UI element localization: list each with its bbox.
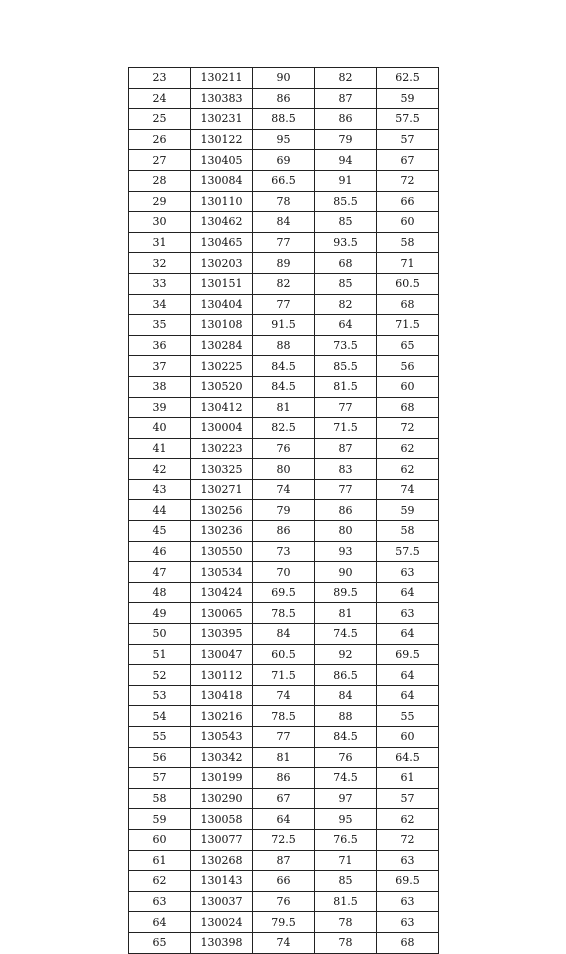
score-3-cell: 61 [377, 768, 439, 789]
score-3-cell: 59 [377, 88, 439, 109]
score-3-cell: 64 [377, 665, 439, 686]
id-cell: 130108 [191, 315, 253, 336]
score-1-cell: 81 [253, 397, 315, 418]
score-2-cell: 87 [315, 88, 377, 109]
table-row [129, 438, 439, 459]
score-3-cell: 60 [377, 376, 439, 397]
row-number-cell: 35 [129, 315, 191, 336]
score-2-cell: 90 [315, 562, 377, 583]
row-number-cell: 57 [129, 768, 191, 789]
score-3-cell: 74 [377, 479, 439, 500]
score-3-cell: 72 [377, 418, 439, 439]
id-cell: 130405 [191, 150, 253, 171]
score-3-cell: 63 [377, 562, 439, 583]
score-3-cell: 68 [377, 294, 439, 315]
table-row [129, 212, 439, 233]
row-number-cell: 25 [129, 109, 191, 130]
score-3-cell: 71.5 [377, 315, 439, 336]
id-cell: 130122 [191, 129, 253, 150]
score-3-cell: 60 [377, 727, 439, 748]
row-number-cell: 51 [129, 644, 191, 665]
table-row [129, 253, 439, 274]
score-2-cell: 93.5 [315, 232, 377, 253]
score-3-cell: 57.5 [377, 109, 439, 130]
score-2-cell: 74.5 [315, 624, 377, 645]
score-3-cell: 62 [377, 438, 439, 459]
score-3-cell: 64 [377, 685, 439, 706]
row-number-cell: 53 [129, 685, 191, 706]
score-3-cell: 66 [377, 191, 439, 212]
score-2-cell: 77 [315, 397, 377, 418]
score-3-cell: 62 [377, 809, 439, 830]
id-cell: 130223 [191, 438, 253, 459]
row-number-cell: 43 [129, 479, 191, 500]
row-number-cell: 64 [129, 912, 191, 933]
score-3-cell: 60.5 [377, 273, 439, 294]
id-cell: 130065 [191, 603, 253, 624]
row-number-cell: 32 [129, 253, 191, 274]
row-number-cell: 34 [129, 294, 191, 315]
score-1-cell: 91.5 [253, 315, 315, 336]
score-1-cell: 74 [253, 932, 315, 953]
score-2-cell: 80 [315, 521, 377, 542]
score-1-cell: 76 [253, 891, 315, 912]
row-number-cell: 23 [129, 68, 191, 89]
table-row [129, 891, 439, 912]
score-2-cell: 84.5 [315, 727, 377, 748]
score-1-cell: 86 [253, 88, 315, 109]
table-row [129, 335, 439, 356]
id-cell: 130268 [191, 850, 253, 871]
id-cell: 130203 [191, 253, 253, 274]
score-3-cell: 62.5 [377, 68, 439, 89]
score-2-cell: 97 [315, 788, 377, 809]
score-3-cell: 59 [377, 500, 439, 521]
row-number-cell: 54 [129, 706, 191, 727]
row-number-cell: 48 [129, 582, 191, 603]
id-cell: 130418 [191, 685, 253, 706]
id-cell: 130550 [191, 541, 253, 562]
score-1-cell: 69 [253, 150, 315, 171]
score-2-cell: 92 [315, 644, 377, 665]
table-row [129, 850, 439, 871]
score-3-cell: 64.5 [377, 747, 439, 768]
score-3-cell: 55 [377, 706, 439, 727]
score-2-cell: 95 [315, 809, 377, 830]
row-number-cell: 38 [129, 376, 191, 397]
table-row [129, 768, 439, 789]
score-1-cell: 86 [253, 768, 315, 789]
id-cell: 130256 [191, 500, 253, 521]
id-cell: 130398 [191, 932, 253, 953]
row-number-cell: 37 [129, 356, 191, 377]
score-1-cell: 88 [253, 335, 315, 356]
row-number-cell: 29 [129, 191, 191, 212]
score-2-cell: 83 [315, 459, 377, 480]
row-number-cell: 33 [129, 273, 191, 294]
score-2-cell: 85 [315, 871, 377, 892]
score-1-cell: 71.5 [253, 665, 315, 686]
table-row [129, 459, 439, 480]
id-cell: 130290 [191, 788, 253, 809]
row-number-cell: 41 [129, 438, 191, 459]
score-2-cell: 73.5 [315, 335, 377, 356]
table-row [129, 541, 439, 562]
table-row [129, 150, 439, 171]
row-number-cell: 39 [129, 397, 191, 418]
row-number-cell: 55 [129, 727, 191, 748]
id-cell: 130534 [191, 562, 253, 583]
score-2-cell: 71 [315, 850, 377, 871]
id-cell: 130077 [191, 829, 253, 850]
id-cell: 130424 [191, 582, 253, 603]
score-2-cell: 76 [315, 747, 377, 768]
id-cell: 130383 [191, 88, 253, 109]
score-2-cell: 86 [315, 500, 377, 521]
score-1-cell: 79.5 [253, 912, 315, 933]
id-cell: 130084 [191, 170, 253, 191]
id-cell: 130151 [191, 273, 253, 294]
table-row [129, 397, 439, 418]
score-table [128, 67, 439, 954]
row-number-cell: 47 [129, 562, 191, 583]
score-3-cell: 63 [377, 603, 439, 624]
score-table-body [129, 68, 439, 954]
row-number-cell: 36 [129, 335, 191, 356]
score-2-cell: 78 [315, 932, 377, 953]
score-2-cell: 82 [315, 68, 377, 89]
score-1-cell: 69.5 [253, 582, 315, 603]
score-2-cell: 87 [315, 438, 377, 459]
row-number-cell: 49 [129, 603, 191, 624]
id-cell: 130004 [191, 418, 253, 439]
score-1-cell: 95 [253, 129, 315, 150]
table-row [129, 376, 439, 397]
id-cell: 130199 [191, 768, 253, 789]
id-cell: 130216 [191, 706, 253, 727]
score-2-cell: 84 [315, 685, 377, 706]
score-1-cell: 79 [253, 500, 315, 521]
row-number-cell: 28 [129, 170, 191, 191]
score-1-cell: 82.5 [253, 418, 315, 439]
score-1-cell: 90 [253, 68, 315, 89]
table-row [129, 418, 439, 439]
row-number-cell: 27 [129, 150, 191, 171]
id-cell: 130284 [191, 335, 253, 356]
score-1-cell: 86 [253, 521, 315, 542]
table-row [129, 315, 439, 336]
score-3-cell: 63 [377, 891, 439, 912]
table-row [129, 294, 439, 315]
score-2-cell: 86 [315, 109, 377, 130]
table-row [129, 727, 439, 748]
score-2-cell: 64 [315, 315, 377, 336]
table-row [129, 603, 439, 624]
score-2-cell: 68 [315, 253, 377, 274]
score-2-cell: 85.5 [315, 191, 377, 212]
id-cell: 130058 [191, 809, 253, 830]
id-cell: 130112 [191, 665, 253, 686]
score-1-cell: 88.5 [253, 109, 315, 130]
score-1-cell: 84 [253, 624, 315, 645]
score-3-cell: 60 [377, 212, 439, 233]
table-row [129, 809, 439, 830]
id-cell: 130342 [191, 747, 253, 768]
score-2-cell: 77 [315, 479, 377, 500]
score-1-cell: 70 [253, 562, 315, 583]
row-number-cell: 62 [129, 871, 191, 892]
row-number-cell: 26 [129, 129, 191, 150]
id-cell: 130047 [191, 644, 253, 665]
score-3-cell: 56 [377, 356, 439, 377]
id-cell: 130465 [191, 232, 253, 253]
id-cell: 130236 [191, 521, 253, 542]
score-1-cell: 60.5 [253, 644, 315, 665]
table-row [129, 829, 439, 850]
score-1-cell: 89 [253, 253, 315, 274]
score-1-cell: 87 [253, 850, 315, 871]
score-3-cell: 63 [377, 850, 439, 871]
id-cell: 130211 [191, 68, 253, 89]
score-2-cell: 86.5 [315, 665, 377, 686]
score-2-cell: 74.5 [315, 768, 377, 789]
score-3-cell: 72 [377, 829, 439, 850]
score-1-cell: 82 [253, 273, 315, 294]
score-2-cell: 81.5 [315, 376, 377, 397]
score-2-cell: 89.5 [315, 582, 377, 603]
table-row [129, 582, 439, 603]
row-number-cell: 24 [129, 88, 191, 109]
id-cell: 130462 [191, 212, 253, 233]
table-row [129, 624, 439, 645]
score-1-cell: 81 [253, 747, 315, 768]
score-2-cell: 82 [315, 294, 377, 315]
score-3-cell: 63 [377, 912, 439, 933]
score-3-cell: 64 [377, 624, 439, 645]
table-row [129, 871, 439, 892]
score-2-cell: 85.5 [315, 356, 377, 377]
score-1-cell: 66 [253, 871, 315, 892]
id-cell: 130325 [191, 459, 253, 480]
score-3-cell: 71 [377, 253, 439, 274]
table-row [129, 170, 439, 191]
score-3-cell: 69.5 [377, 871, 439, 892]
score-1-cell: 84.5 [253, 356, 315, 377]
score-1-cell: 77 [253, 232, 315, 253]
score-3-cell: 68 [377, 397, 439, 418]
score-2-cell: 85 [315, 273, 377, 294]
row-number-cell: 60 [129, 829, 191, 850]
id-cell: 130395 [191, 624, 253, 645]
score-1-cell: 77 [253, 294, 315, 315]
score-1-cell: 64 [253, 809, 315, 830]
row-number-cell: 52 [129, 665, 191, 686]
row-number-cell: 45 [129, 521, 191, 542]
score-3-cell: 62 [377, 459, 439, 480]
table-row [129, 68, 439, 89]
score-1-cell: 74 [253, 479, 315, 500]
score-3-cell: 57 [377, 129, 439, 150]
score-1-cell: 78.5 [253, 603, 315, 624]
table-row [129, 88, 439, 109]
table-row [129, 109, 439, 130]
score-1-cell: 77 [253, 727, 315, 748]
score-2-cell: 94 [315, 150, 377, 171]
score-1-cell: 78.5 [253, 706, 315, 727]
score-2-cell: 85 [315, 212, 377, 233]
table-row [129, 644, 439, 665]
id-cell: 130412 [191, 397, 253, 418]
score-2-cell: 78 [315, 912, 377, 933]
score-1-cell: 74 [253, 685, 315, 706]
score-2-cell: 79 [315, 129, 377, 150]
table-row [129, 562, 439, 583]
score-2-cell: 91 [315, 170, 377, 191]
score-1-cell: 84.5 [253, 376, 315, 397]
id-cell: 130037 [191, 891, 253, 912]
score-1-cell: 72.5 [253, 829, 315, 850]
score-3-cell: 65 [377, 335, 439, 356]
score-3-cell: 67 [377, 150, 439, 171]
table-row [129, 912, 439, 933]
row-number-cell: 58 [129, 788, 191, 809]
row-number-cell: 63 [129, 891, 191, 912]
table-row [129, 191, 439, 212]
row-number-cell: 56 [129, 747, 191, 768]
score-2-cell: 81 [315, 603, 377, 624]
score-1-cell: 78 [253, 191, 315, 212]
score-3-cell: 69.5 [377, 644, 439, 665]
score-2-cell: 76.5 [315, 829, 377, 850]
table-row [129, 747, 439, 768]
row-number-cell: 31 [129, 232, 191, 253]
score-3-cell: 57.5 [377, 541, 439, 562]
table-row [129, 479, 439, 500]
id-cell: 130271 [191, 479, 253, 500]
score-1-cell: 73 [253, 541, 315, 562]
id-cell: 130024 [191, 912, 253, 933]
table-row [129, 685, 439, 706]
score-3-cell: 58 [377, 521, 439, 542]
score-3-cell: 57 [377, 788, 439, 809]
score-2-cell: 71.5 [315, 418, 377, 439]
row-number-cell: 61 [129, 850, 191, 871]
table-row [129, 706, 439, 727]
id-cell: 130520 [191, 376, 253, 397]
table-row [129, 788, 439, 809]
score-3-cell: 58 [377, 232, 439, 253]
id-cell: 130225 [191, 356, 253, 377]
score-3-cell: 72 [377, 170, 439, 191]
score-3-cell: 68 [377, 932, 439, 953]
table-row [129, 932, 439, 953]
row-number-cell: 50 [129, 624, 191, 645]
row-number-cell: 30 [129, 212, 191, 233]
row-number-cell: 65 [129, 932, 191, 953]
id-cell: 130543 [191, 727, 253, 748]
table-row [129, 232, 439, 253]
table-row [129, 665, 439, 686]
row-number-cell: 44 [129, 500, 191, 521]
row-number-cell: 42 [129, 459, 191, 480]
score-1-cell: 67 [253, 788, 315, 809]
score-1-cell: 76 [253, 438, 315, 459]
row-number-cell: 40 [129, 418, 191, 439]
score-1-cell: 66.5 [253, 170, 315, 191]
score-3-cell: 64 [377, 582, 439, 603]
table-row [129, 500, 439, 521]
id-cell: 130404 [191, 294, 253, 315]
score-2-cell: 88 [315, 706, 377, 727]
table-row [129, 129, 439, 150]
id-cell: 130110 [191, 191, 253, 212]
id-cell: 130143 [191, 871, 253, 892]
table-row [129, 521, 439, 542]
score-2-cell: 93 [315, 541, 377, 562]
id-cell: 130231 [191, 109, 253, 130]
row-number-cell: 59 [129, 809, 191, 830]
table-row [129, 273, 439, 294]
score-1-cell: 84 [253, 212, 315, 233]
score-2-cell: 81.5 [315, 891, 377, 912]
table-row [129, 356, 439, 377]
score-1-cell: 80 [253, 459, 315, 480]
row-number-cell: 46 [129, 541, 191, 562]
